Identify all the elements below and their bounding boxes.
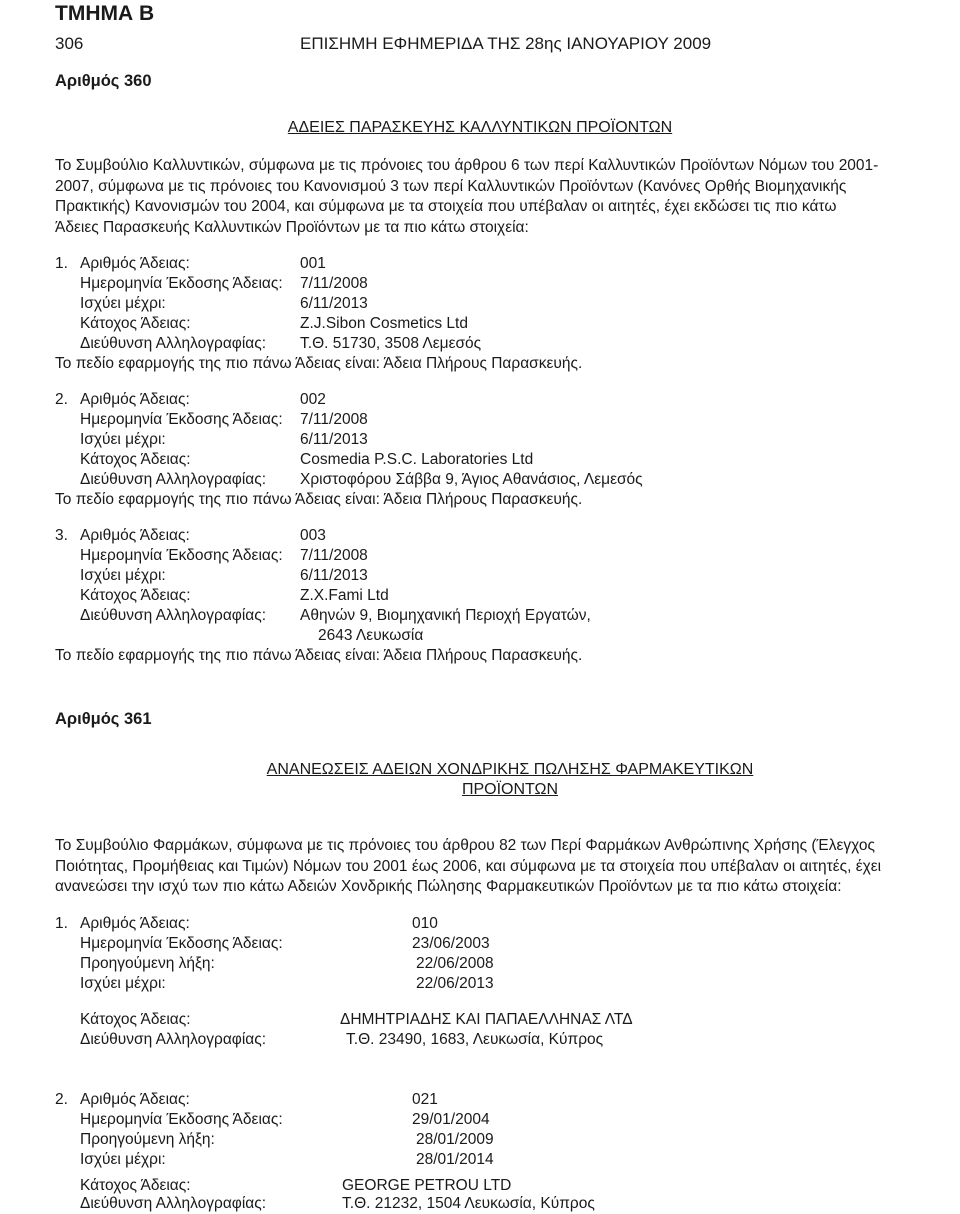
address: Χριστοφόρου Σάββα 9, Άγιος Αθανάσιος, Λεμεσός [300,471,643,488]
address-label: Διεύθυνση Αλληλογραφίας: [80,1195,267,1212]
scope-note: Το πεδίο εφαρμογής της πιο πάνω Άδειας είναι: Άδεια Πλήρους Παρασκευής. [55,491,583,508]
holder-label: Κάτοχος Άδειας: [80,1011,191,1028]
decision-title-361-line2: ΠΡΟΪΟΝΤΩΝ [461,781,559,798]
address-label: Διεύθυνση Αλληλογραφίας: [80,471,267,488]
holder-label: Κάτοχος Άδειας: [80,587,191,604]
valid-until: 6/11/2013 [300,431,368,448]
holder-label: Κάτοχος Άδειας: [80,1177,191,1194]
address-label: Διεύθυνση Αλληλογραφίας: [80,1031,267,1048]
previous-expiry: 22/06/2008 [416,955,494,972]
holder: Cosmedia P.S.C. Laboratories Ltd [300,451,534,468]
issue-date-label: Ημερομηνία Έκδοσης Άδειας: [80,275,283,292]
intro-line: Πρακτικής) Κανονισμών του 2004, και σύμφωνα με τα στοιχεία που υπέβαλαν οι αιτητές, έχει εκδώσει τις πιο κάτω [55,198,837,215]
holder: ΔΗΜΗΤΡΙΑΔΗΣ ΚΑΙ ΠΑΠΑΕΛΛΗΝΑΣ ΛΤΔ [340,1011,633,1028]
page-number: 306 [55,34,84,53]
address-label: Διεύθυνση Αλληλογραφίας: [80,335,267,352]
gazette-header: ΕΠΙΣΗΜΗ ΕΦΗΜΕΡΙΔΑ ΤΗΣ 28ης ΙΑΝΟΥΑΡΙΟΥ 2009 [300,34,712,53]
entry-index: 3. [55,527,68,544]
license-number-label: Αριθμός Άδειας: [80,915,190,932]
issue-date-label: Ημερομηνία Έκδοσης Άδειας: [80,547,283,564]
issue-date: 29/01/2004 [412,1111,490,1128]
valid-until-label: Ισχύει μέχρι: [80,567,166,584]
license-number: 003 [300,527,326,544]
entry-index: 1. [55,915,68,932]
intro-line: ανανεώσει την ισχύ των πιο κάτω Αδειών Χονδρικής Πώλησης Φαρμακευτικών Προϊόντων με τα πιο κάτω στοιχεία: [55,878,842,895]
issue-date: 23/06/2003 [412,935,490,952]
decision-number-361: Αριθμός 361 [55,710,152,728]
valid-until: 28/01/2014 [416,1151,494,1168]
license-number-label: Αριθμός Άδειας: [80,391,190,408]
holder: Z.X.Fami Ltd [300,587,389,604]
decision-number-360: Αριθμός 360 [55,72,152,90]
intro-line: Το Συμβούλιο Καλλυντικών, σύμφωνα με τις πρόνοιες του άρθρου 6 των περί Καλλυντικών Προϊόντων Νόμων του 2001- [55,157,879,174]
valid-until-label: Ισχύει μέχρι: [80,975,166,992]
issue-date-label: Ημερομηνία Έκδοσης Άδειας: [80,1111,283,1128]
holder-label: Κάτοχος Άδειας: [80,315,191,332]
address-line-2: 2643 Λευκωσία [318,627,424,644]
intro-paragraph-360 [55,156,878,238]
issue-date-label: Ημερομηνία Έκδοσης Άδειας: [80,935,283,952]
license-number: 002 [300,391,326,408]
intro-line: Το Συμβούλιο Φαρμάκων, σύμφωνα με τις πρόνοιες του άρθρου 82 των Περί Φαρμάκων Ανθρώπινης Χρήσης (Έλεγχος [55,837,875,854]
holder: GEORGE PETROU LTD [342,1177,512,1194]
license-number: 021 [412,1091,438,1108]
address: Τ.Θ. 21232, 1504 Λευκωσία, Κύπρος [342,1195,595,1212]
intro-line: Ποιότητας, Προμήθειας και Τιμών) Νόμων του 2001 έως 2006, και σύμφωνα με τα στοιχεία που υπέβαλαν οι αιτητές, έχει [55,857,882,875]
issue-date-label: Ημερομηνία Έκδοσης Άδειας: [80,411,283,428]
decision-title-360: ΑΔΕΙΕΣ ΠΑΡΑΣΚΕΥΗΣ ΚΑΛΛΥΝΤΙΚΩΝ ΠΡΟΪΟΝΤΩΝ [287,119,673,136]
holder: Z.J.Sibon Cosmetics Ltd [300,315,468,332]
decision-title-361: ΑΝΑΝΕΩΣΕΙΣ ΑΔΕΙΩΝ ΧΟΝΔΡΙΚΗΣ ΠΩΛΗΣΗΣ ΦΑΡΜΑΚΕΥΤΙΚΩΝ [266,761,754,778]
entry-index: 1. [55,255,68,272]
previous-expiry: 28/01/2009 [416,1131,494,1148]
address: Αθηνών 9, Βιομηχανική Περιοχή Εργατών, [300,607,591,624]
entry-index: 2. [55,391,68,408]
entry-index: 2. [55,1091,68,1108]
license-number: 010 [412,915,438,932]
license-number-label: Αριθμός Άδειας: [80,527,190,544]
section-tag: ΤΜΗΜΑ Β [55,2,155,25]
previous-expiry-label: Προηγούμενη λήξη: [80,955,215,972]
license-number: 001 [300,255,326,272]
holder-label: Κάτοχος Άδειας: [80,451,191,468]
intro-paragraph-361 [55,836,881,898]
issue-date: 7/11/2008 [300,275,368,292]
valid-until-label: Ισχύει μέχρι: [80,431,166,448]
valid-until-label: Ισχύει μέχρι: [80,1151,166,1168]
intro-line: Άδειες Παρασκευής Καλλυντικών Προϊόντων με τα πιο κάτω στοιχεία: [55,218,529,236]
address-label: Διεύθυνση Αλληλογραφίας: [80,607,267,624]
valid-until-label: Ισχύει μέχρι: [80,295,166,312]
previous-expiry-label: Προηγούμενη λήξη: [80,1131,215,1148]
issue-date: 7/11/2008 [300,547,368,564]
scope-note: Το πεδίο εφαρμογής της πιο πάνω Άδειας είναι: Άδεια Πλήρους Παρασκευής. [55,647,583,664]
address: Τ.Θ. 23490, 1683, Λευκωσία, Κύπρος [346,1031,604,1048]
license-number-label: Αριθμός Άδειας: [80,1091,190,1108]
intro-line: 2007, σύμφωνα με τις πρόνοιες του Κανονισμού 3 των περί Καλλυντικών Προϊόντων (Κανόνες Ορθής Βιομηχανικής [55,177,847,195]
valid-until: 22/06/2013 [416,975,494,992]
valid-until: 6/11/2013 [300,567,368,584]
valid-until: 6/11/2013 [300,295,368,312]
scope-note: Το πεδίο εφαρμογής της πιο πάνω Άδειας είναι: Άδεια Πλήρους Παρασκευής. [55,355,583,372]
address: Τ.Θ. 51730, 3508 Λεμεσός [300,335,482,352]
issue-date: 7/11/2008 [300,411,368,428]
license-number-label: Αριθμός Άδειας: [80,255,190,272]
